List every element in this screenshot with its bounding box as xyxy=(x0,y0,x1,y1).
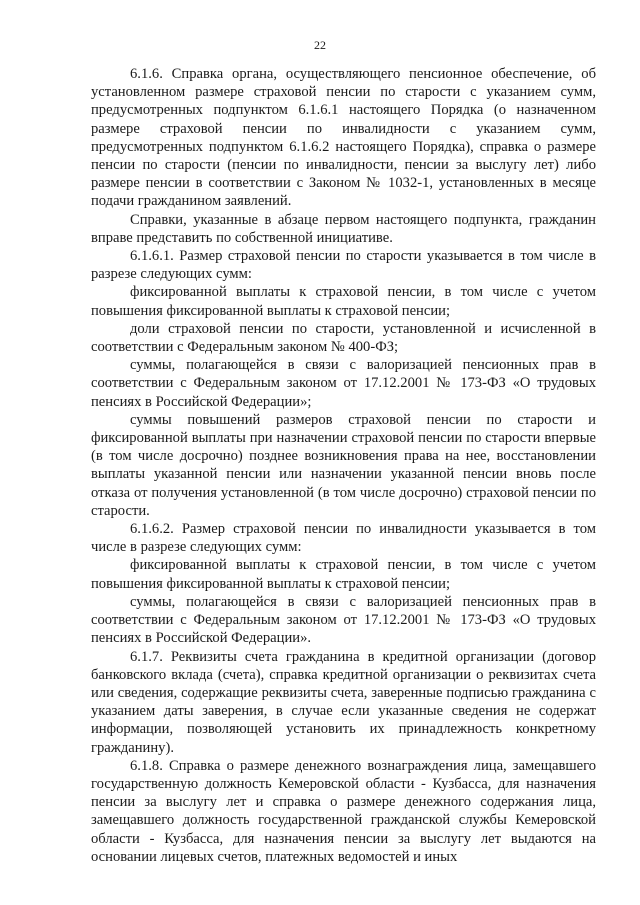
list-item-valorization-sum: суммы, полагающейся в связи с валоризацией пенсионных прав в соответствии с Федеральным законом от 17.12.2001 № 173-ФЗ «О трудовых пенсиях в Российской Федерации»; xyxy=(91,357,596,410)
paragraph-certificates-own-initiative: Справки, указанные в абзаце первом настоящего подпункта, гражданин вправе представить по собственной инициативе. xyxy=(91,211,596,246)
paragraph-6-1-7: 6.1.7. Реквизиты счета гражданина в кредитной организации (договор банковского вклада (счета), справка кредитной организации о реквизитах счета или сведения, содержащие реквизиты счета, заверенные подписью гражданина с указанием даты заверения, в случае если указанные сведения не содержат информации, позволяющей установить их принадлежность конкретному гражданину). xyxy=(91,648,596,756)
list-item-fixed-payment-disability: фиксированной выплаты к страховой пенсии, в том числе с учетом повышения фиксированной выплаты к страховой пенсии; xyxy=(91,557,596,592)
paragraph-6-1-8: 6.1.8. Справка о размере денежного вознаграждения лица, замещавшего государственную должность Кемеровской области - Кузбасса, для назначения пенсии за выслугу лет и справка о размере денежного содержания лица, замещавшего должность государственной гражданской службы Кемеровской области - Кузбасса, для назначения пенсии за выслугу лет выдаются на основании лицевых счетов, платежных ведомостей и иных xyxy=(91,757,596,865)
page-number: 22 xyxy=(314,38,326,52)
document-body xyxy=(91,65,596,866)
paragraph-6-1-6: 6.1.6. Справка органа, осуществляющего пенсионное обеспечение, об установленном размере страховой пенсии по старости с указанием сумм, предусмотренных подпунктом 6.1.6.1 настоящего Порядка (о назначенном размере страховой пенсии по инвалидности с указанием сумм, предусмотренных подпунктом 6.1.6.2 настоящего Порядка), справка о размере пенсии по старости (пенсии по инвалидности, пенсии за выслугу лет) либо размере пенсии в соответствии с Законом № 1032-1, установленных в месяце подачи гражданином заявлений. xyxy=(91,66,596,210)
list-item-fixed-payment: фиксированной выплаты к страховой пенсии, в том числе с учетом повышения фиксированной выплаты к страховой пенсии; xyxy=(91,284,596,319)
list-item-pension-share: доли страховой пенсии по старости, установленной и исчисленной в соответствии с Федеральным законом № 400-ФЗ; xyxy=(91,320,596,356)
list-item-valorization-sum-disability: суммы, полагающейся в связи с валоризацией пенсионных прав в соответствии с Федеральным законом от 17.12.2001 № 173-ФЗ «О трудовых пенсиях в Российской Федерации». xyxy=(91,593,596,647)
paragraph-6-1-6-2: 6.1.6.2. Размер страховой пенсии по инвалидности указывается в том числе в разрезе следующих сумм: xyxy=(91,521,596,556)
paragraph-6-1-6-1: 6.1.6.1. Размер страховой пенсии по старости указывается в том числе в разрезе следующих сумм: xyxy=(91,248,596,283)
list-item-increase-sums: суммы повышений размеров страховой пенсии по старости и фиксированной выплаты при назначении страховой пенсии по старости впервые (в том числе досрочно) позднее возникновения права на нее, восстановлении выплаты указанной пенсии или назначении указанной пенсии вновь после отказа от получения установленной (в том числе досрочно) страховой пенсии по старости. xyxy=(91,411,596,519)
